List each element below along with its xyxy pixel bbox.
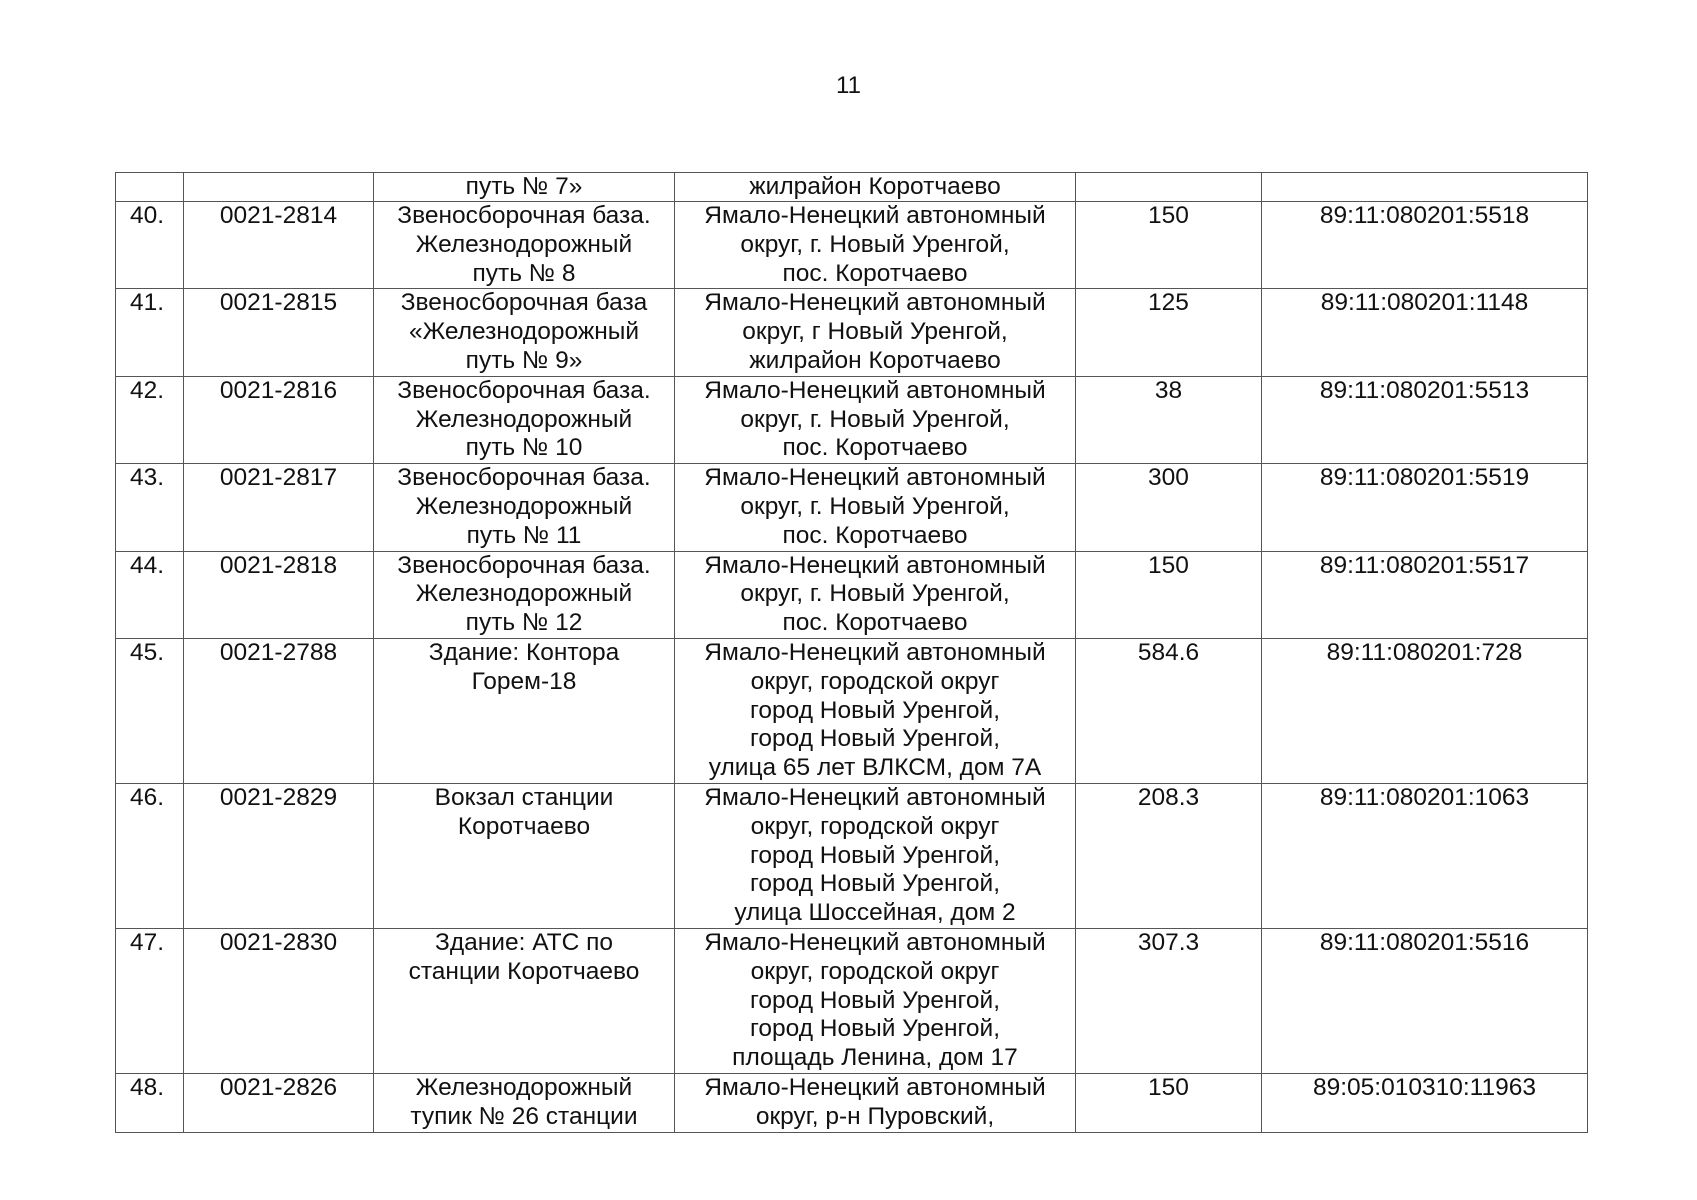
value-cell: 208.3 [1076, 783, 1262, 928]
value-cell: 150 [1076, 1073, 1262, 1132]
object-name-cell: Звеносборочная база. Железнодорожный путь № 12 [374, 551, 675, 638]
inventory-code-cell: 0021-2829 [184, 783, 374, 928]
object-name-cell: Звеносборочная база. Железнодорожный путь № 8 [374, 202, 675, 289]
inventory-code-cell: 0021-2826 [184, 1073, 374, 1132]
inventory-code-cell: 0021-2788 [184, 638, 374, 783]
cadastral-number-cell: 89:11:080201:5519 [1262, 464, 1588, 551]
row-number-cell [116, 173, 184, 202]
value-cell: 307.3 [1076, 928, 1262, 1073]
object-name-cell: Звеносборочная база. Железнодорожный путь № 11 [374, 464, 675, 551]
object-name-cell: путь № 7» [374, 173, 675, 202]
cadastral-number-cell: 89:11:080201:5516 [1262, 928, 1588, 1073]
inventory-code-cell: 0021-2830 [184, 928, 374, 1073]
page-number: 11 [836, 72, 861, 99]
table-row [116, 783, 1588, 928]
table-row [116, 202, 1588, 289]
object-name-cell: Здание: АТС по станции Коротчаево [374, 928, 675, 1073]
cadastral-number-cell: 89:11:080201:5513 [1262, 376, 1588, 463]
address-cell: жилрайон Коротчаево [675, 173, 1076, 202]
table-row-continuation [116, 173, 1588, 202]
inventory-code-cell: 0021-2814 [184, 202, 374, 289]
inventory-code-cell: 0021-2815 [184, 289, 374, 376]
row-number-cell: 47. [116, 928, 184, 1073]
address-cell: Ямало-Ненецкий автономный округ, р-н Пуровский, [675, 1073, 1076, 1132]
cadastral-number-cell: 89:11:080201:5517 [1262, 551, 1588, 638]
object-name-cell: Звеносборочная база «Железнодорожный путь № 9» [374, 289, 675, 376]
row-number-cell: 48. [116, 1073, 184, 1132]
row-number-cell: 46. [116, 783, 184, 928]
address-cell: Ямало-Ненецкий автономный округ, г Новый Уренгой, жилрайон Коротчаево [675, 289, 1076, 376]
value-cell [1076, 173, 1262, 202]
object-name-cell: Вокзал станции Коротчаево [374, 783, 675, 928]
object-name-cell: Здание: Контора Горем-18 [374, 638, 675, 783]
value-cell: 150 [1076, 551, 1262, 638]
cadastral-number-cell: 89:11:080201:1148 [1262, 289, 1588, 376]
table-row [116, 376, 1588, 463]
table-row [116, 289, 1588, 376]
address-cell: Ямало-Ненецкий автономный округ, г. Новый Уренгой, пос. Коротчаево [675, 376, 1076, 463]
row-number-cell: 45. [116, 638, 184, 783]
address-cell: Ямало-Ненецкий автономный округ, городской округ город Новый Уренгой, город Новый Уренгой, улица 65 лет ВЛКСМ, дом 7А [675, 638, 1076, 783]
address-cell: Ямало-Ненецкий автономный округ, городской округ город Новый Уренгой, город Новый Уренгой, площадь Ленина, дом 17 [675, 928, 1076, 1073]
inventory-code-cell: 0021-2818 [184, 551, 374, 638]
cadastral-number-cell: 89:11:080201:5518 [1262, 202, 1588, 289]
value-cell: 150 [1076, 202, 1262, 289]
value-cell: 38 [1076, 376, 1262, 463]
property-table-body [116, 173, 1588, 1133]
address-cell: Ямало-Ненецкий автономный округ, г. Новый Уренгой, пос. Коротчаево [675, 202, 1076, 289]
cadastral-number-cell: 89:05:010310:11963 [1262, 1073, 1588, 1132]
row-number-cell: 44. [116, 551, 184, 638]
table-row [116, 464, 1588, 551]
inventory-code-cell: 0021-2816 [184, 376, 374, 463]
address-cell: Ямало-Ненецкий автономный округ, городской округ город Новый Уренгой, город Новый Уренгой, улица Шоссейная, дом 2 [675, 783, 1076, 928]
table-row [116, 928, 1588, 1073]
object-name-cell: Железнодорожный тупик № 26 станции [374, 1073, 675, 1132]
inventory-code-cell [184, 173, 374, 202]
property-table [115, 172, 1588, 1133]
row-number-cell: 41. [116, 289, 184, 376]
cadastral-number-cell: 89:11:080201:1063 [1262, 783, 1588, 928]
value-cell: 300 [1076, 464, 1262, 551]
table-row [116, 638, 1588, 783]
address-cell: Ямало-Ненецкий автономный округ, г. Новый Уренгой, пос. Коротчаево [675, 551, 1076, 638]
cadastral-number-cell [1262, 173, 1588, 202]
object-name-cell: Звеносборочная база. Железнодорожный путь № 10 [374, 376, 675, 463]
row-number-cell: 42. [116, 376, 184, 463]
value-cell: 125 [1076, 289, 1262, 376]
table-row [116, 1073, 1588, 1132]
row-number-cell: 40. [116, 202, 184, 289]
cadastral-number-cell: 89:11:080201:728 [1262, 638, 1588, 783]
inventory-code-cell: 0021-2817 [184, 464, 374, 551]
address-cell: Ямало-Ненецкий автономный округ, г. Новый Уренгой, пос. Коротчаево [675, 464, 1076, 551]
table-row [116, 551, 1588, 638]
value-cell: 584.6 [1076, 638, 1262, 783]
row-number-cell: 43. [116, 464, 184, 551]
